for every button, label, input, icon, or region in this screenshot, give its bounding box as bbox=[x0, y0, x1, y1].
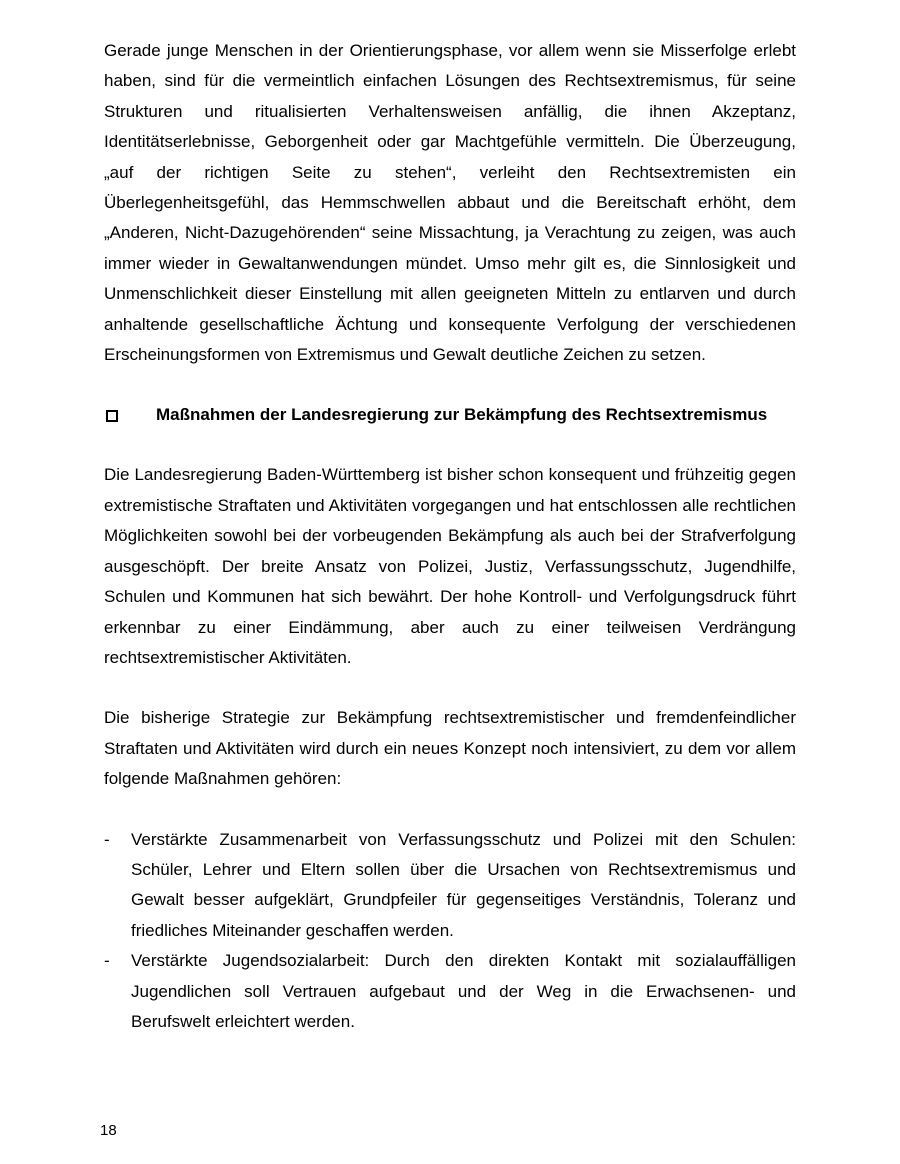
document-page bbox=[104, 36, 796, 1037]
list-item bbox=[104, 946, 796, 1037]
list-item bbox=[104, 825, 796, 947]
dash-marker: - bbox=[104, 951, 110, 971]
paragraph-strategie: Die bisherige Strategie zur Bekämpfung rechtsextremistischer und fremdenfeindlicher Straftaten und Aktivitäten wird durch ein neues Konzept noch intensiviert, zu dem vor allem folgende Maßnahmen gehören: bbox=[104, 708, 796, 789]
page-number: 18 bbox=[100, 1122, 117, 1139]
dash-marker: - bbox=[104, 829, 110, 849]
measures-list bbox=[104, 825, 796, 1038]
section-heading bbox=[104, 400, 796, 430]
paragraph-intro: Gerade junge Menschen in der Orientierungsphase, vor allem wenn sie Misserfolge erlebt haben, sind für die vermeintlich einfachen Lösungen des Rechtsextremismus, für seine Strukturen und ritualisierten Verhaltensweisen anfällig, die ihnen Akzeptanz, Identitätserlebnisse, Geborgenheit oder gar Machtgefühle vermitteln. Die Überzeugung, „auf der richtigen Seite zu stehen“, verleiht den Rechtsextremisten ein Überlegenheitsgefühl, das Hemmschwellen abbaut und die Bereitschaft erhöht, dem „Anderen, Nicht-Dazugehörenden“ seine Missachtung, ja Verachtung zu zeigen, was auch immer wieder in Gewaltanwendungen mündet. Umso mehr gilt es, die Sinnlosigkeit und Unmenschlichkeit dieser Einstellung mit allen geeigneten Mitteln zu entlarven und durch anhaltende gesellschaftliche Ächtung und konsequente Verfolgung der verschiedenen Erscheinungsformen von Extremismus und Gewalt deutliche Zeichen zu setzen. bbox=[104, 41, 796, 365]
list-item-text: Verstärkte Jugendsozialarbeit: Durch den direkten Kontakt mit sozialauffälligen Jugendlichen soll Vertrauen aufgebaut und der Weg in die Erwachsenen- und Berufswelt erleichtert werden. bbox=[131, 951, 796, 1031]
checkbox-bullet-icon bbox=[106, 410, 118, 422]
list-item-text: Verstärkte Zusammenarbeit von Verfassungsschutz und Polizei mit den Schulen: Schüler, Lehrer und Eltern sollen über die Ursachen von Rechtsextremismus und Gewalt besser aufgeklärt, Grundpfeiler für gegenseitiges Verständnis, Toleranz und friedliches Miteinander geschaffen werden. bbox=[131, 829, 796, 940]
section-heading-text: Maßnahmen der Landesregierung zur Bekämpfung des Rechtsextremismus bbox=[156, 405, 768, 425]
paragraph-landesregierung: Die Landesregierung Baden-Württemberg ist bisher schon konsequent und frühzeitig gegen extremistische Straftaten und Aktivitäten vorgegangen und hat entschlossen alle rechtlichen Möglichkeiten sowohl bei der vorbeugenden Bekämpfung als auch bei der Strafverfolgung ausgeschöpft. Der breite Ansatz von Polizei, Justiz, Verfassungsschutz, Jugendhilfe, Schulen und Kommunen hat sich bewährt. Der hohe Kontroll- und Verfolgungsdruck führt erkennbar zu einer Eindämmung, aber auch zu einer teilweisen Verdrängung rechtsextremistischer Aktivitäten. bbox=[104, 465, 796, 667]
